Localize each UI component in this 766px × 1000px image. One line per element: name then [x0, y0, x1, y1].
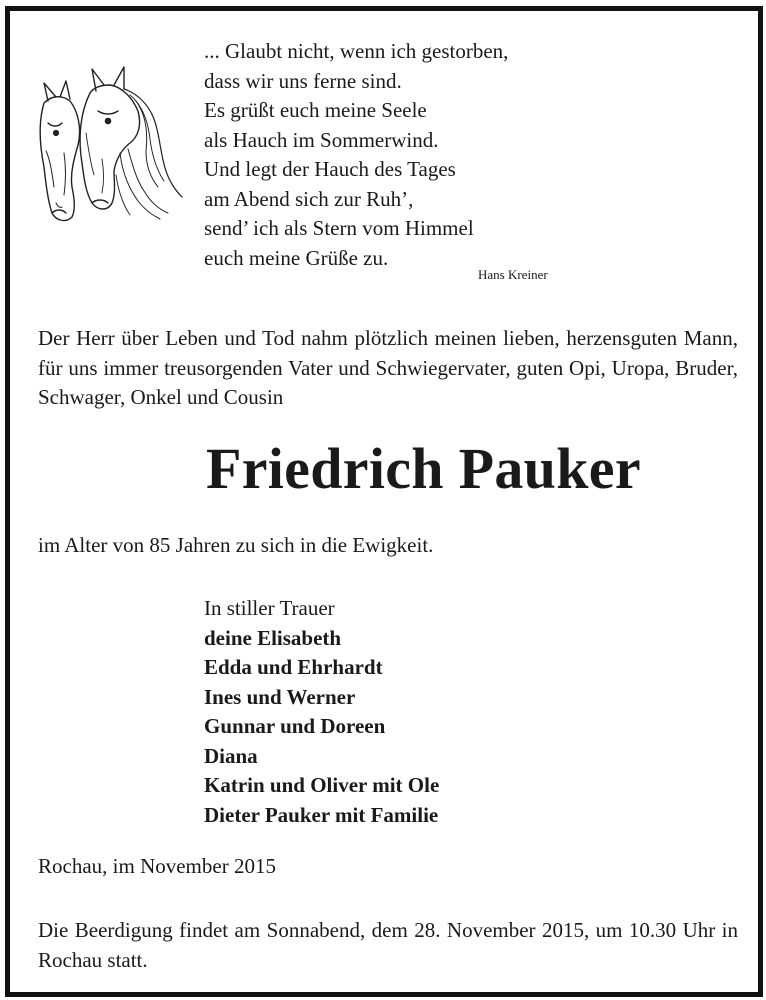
poem-line: am Abend sich zur Ruh’,	[204, 186, 414, 211]
place-date: Rochau, im November 2015	[38, 854, 276, 878]
announcement-intro: Der Herr über Leben und Tod nahm plötzlich meinen lieben, herzensguten Mann, für uns immer treusorgenden Vater und Schwiegervater, guten Opi, Uropa, Bruder, Schwager, Onkel und Cousin	[38, 326, 738, 409]
poem	[204, 37, 584, 273]
poem-line: dass wir uns ferne sind.	[204, 68, 402, 93]
age-statement: im Alter von 85 Jahren zu sich in die Ewigkeit.	[38, 533, 434, 557]
poem-line: Und legt der Hauch des Tages	[204, 157, 456, 181]
obituary-frame	[5, 6, 763, 997]
mourner-name: Edda und Ehrhardt	[204, 655, 383, 679]
poem-line: Es grüßt euch meine Seele	[204, 98, 427, 122]
mourner-name: Dieter Pauker mit Familie	[204, 802, 439, 827]
mourner-name: Ines und Werner	[204, 684, 356, 709]
funeral-notice: Die Beerdigung findet am Sonnabend, dem 28. November 2015, um 10.30 Uhr in Rochau statt.	[38, 918, 738, 972]
mourner-name: Gunnar und Doreen	[204, 714, 386, 738]
mourner-name: Katrin und Oliver mit Ole	[204, 773, 440, 797]
horse-heads-icon	[32, 63, 188, 233]
poem-line: send’ ich als Stern vom Himmel	[204, 216, 474, 240]
mourning-heading: In stiller Trauer	[204, 596, 335, 620]
mourner-name: deine Elisabeth	[204, 625, 342, 650]
poem-line: ... Glaubt nicht, wenn ich gestorben,	[204, 39, 509, 63]
mourners-list	[204, 594, 439, 830]
deceased-name: Friedrich Pauker	[206, 436, 641, 501]
poem-line: euch meine Grüße zu.	[204, 245, 389, 270]
mourner-name: Diana	[204, 743, 258, 768]
poem-line: als Hauch im Sommerwind.	[204, 127, 439, 152]
poem-author: Hans Kreiner	[478, 267, 548, 282]
